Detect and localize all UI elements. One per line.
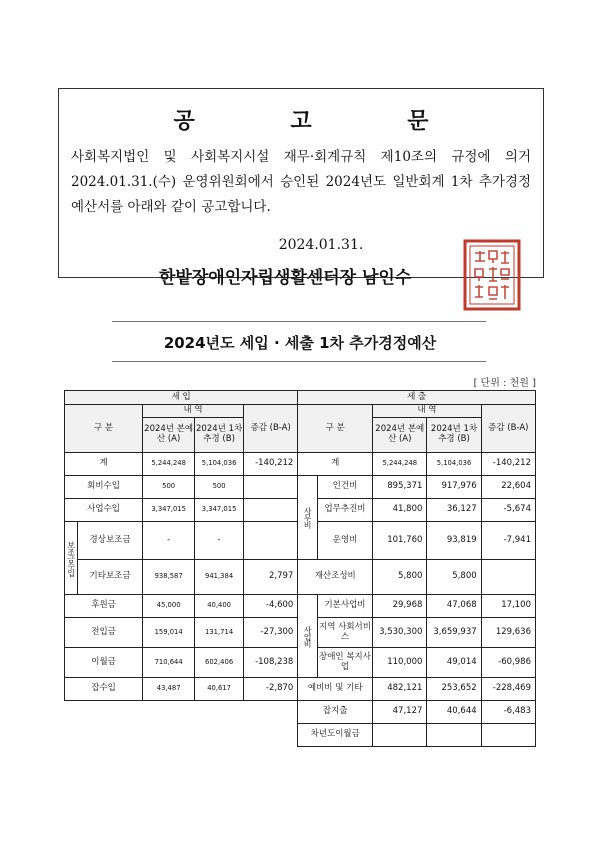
expense-header: 세 출 (298, 391, 536, 405)
expense-personnel-b: 917,976 (427, 476, 481, 499)
budget-title: 2024년도 세입 · 세출 1차 추가경정예산 (163, 334, 437, 352)
expense-community-label: 지역 사회서비스 (317, 618, 372, 648)
expense-basic-project-label: 기본사업비 (317, 595, 372, 618)
expense-disability-a: 110,000 (373, 648, 427, 678)
revenue-business-a: 3,347,015 (143, 499, 195, 522)
revenue-carryover-a: 710,644 (143, 648, 195, 678)
revenue-subsidy-regular-label: 경상보조금 (78, 522, 143, 560)
expense-community-b: 3,659,937 (427, 618, 481, 648)
revenue-transfer-a: 159,014 (143, 618, 195, 648)
revenue-subsidy-group: 보조금수입 (65, 522, 78, 595)
revenue-business-label: 사업수입 (65, 499, 143, 522)
expense-basic-project-b: 47,068 (427, 595, 481, 618)
expense-reserve-diff: -228,469 (481, 678, 535, 701)
notice-signature: 한밭장애인자립생활센터장 남인수 (159, 268, 412, 288)
expense-nextcarry-a (373, 724, 427, 747)
revenue-transfer-b: 131,714 (195, 618, 244, 648)
revenue-misc-label: 잡수입 (65, 678, 143, 701)
expense-misc-label: 잡지출 (298, 701, 373, 724)
revenue-donation-label: 후원금 (65, 595, 143, 618)
expense-property-label: 재산조성비 (298, 560, 373, 595)
revenue-total-diff: -140,212 (244, 453, 298, 476)
notice-body: 사회복지법인 및 사회복지시설 재무·회계규칙 제10조의 규정에 의거 2024.01.31.(수) 운영위원회에서 승인된 2024년도 일반회계 1차 추가경정 예산서를 아래와 같이 공고합니다. (71, 149, 531, 215)
expense-property-a: 5,800 (373, 560, 427, 595)
revenue-total-b: 5,104,036 (195, 453, 244, 476)
revenue-transfer-label: 전입금 (65, 618, 143, 648)
revenue-subsidy-other-a: 938,587 (143, 560, 195, 595)
official-seal (463, 239, 521, 311)
expense-operations-a: 101,760 (373, 522, 427, 560)
revenue-business-diff (244, 499, 298, 522)
revenue-col-supp: 2024년 1차 추경 (B) (195, 418, 244, 453)
revenue-carryover-diff: -108,238 (244, 648, 298, 678)
expense-personnel-a: 895,371 (373, 476, 427, 499)
expense-misc-diff: -6,483 (481, 701, 535, 724)
expense-col-diff: 증감 (B-A) (481, 405, 535, 453)
expense-promo-a: 41,800 (373, 499, 427, 522)
expense-total-label: 계 (298, 453, 373, 476)
revenue-business-b: 3,347,015 (195, 499, 244, 522)
notice-title: 공 고 문 (173, 109, 473, 134)
expense-reserve-a: 482,121 (373, 678, 427, 701)
expense-reserve-label: 예비비 및 기타 (298, 678, 373, 701)
notice-box (58, 88, 544, 288)
revenue-donation-a: 45,000 (143, 595, 195, 618)
expense-nextcarry-diff (481, 724, 535, 747)
expense-total-a: 5,244,248 (373, 453, 427, 476)
expense-community-a: 3,530,300 (373, 618, 427, 648)
expense-property-diff (481, 560, 535, 595)
expense-disability-label: 장애인 복지사업 (317, 648, 372, 678)
expense-property-b: 5,800 (427, 560, 481, 595)
revenue-misc-a: 43,487 (143, 678, 195, 701)
revenue-membership-diff (244, 476, 298, 499)
expense-project-group: 사업비 (298, 595, 318, 678)
expense-disability-b: 49,014 (427, 648, 481, 678)
revenue-subsidy-regular-b: - (195, 522, 244, 560)
revenue-donation-b: 40,400 (195, 595, 244, 618)
revenue-blank-area (65, 701, 298, 747)
revenue-header: 세 입 (65, 391, 298, 405)
expense-operations-label: 운영비 (317, 522, 372, 560)
expense-col-category: 구 분 (298, 405, 373, 453)
expense-total-diff: -140,212 (481, 453, 535, 476)
revenue-subsidy-other-diff: 2,797 (244, 560, 298, 595)
expense-misc-a: 47,127 (373, 701, 427, 724)
revenue-total-label: 계 (65, 453, 143, 476)
revenue-subsidy-other-b: 941,384 (195, 560, 244, 595)
expense-basic-project-a: 29,968 (373, 595, 427, 618)
revenue-membership-b: 500 (195, 476, 244, 499)
expense-total-b: 5,104,036 (427, 453, 481, 476)
revenue-donation-diff: -4,600 (244, 595, 298, 618)
revenue-subsidy-regular-a: - (143, 522, 195, 560)
expense-promo-diff: -5,674 (481, 499, 535, 522)
expense-operations-b: 93,819 (427, 522, 481, 560)
expense-nextcarry-b (427, 724, 481, 747)
revenue-carryover-label: 이월금 (65, 648, 143, 678)
expense-promo-label: 업무추진비 (317, 499, 372, 522)
expense-personnel-diff: 22,604 (481, 476, 535, 499)
revenue-subsidy-regular-diff (244, 522, 298, 560)
revenue-col-category: 구 분 (65, 405, 143, 453)
revenue-col-orig: 2024년 본예산 (A) (143, 418, 195, 453)
expense-basic-project-diff: 17,100 (481, 595, 535, 618)
expense-promo-b: 36,127 (427, 499, 481, 522)
expense-col-supp: 2024년 1차 추경 (B) (427, 418, 481, 453)
title-rule-bottom (112, 361, 486, 362)
expense-nextcarry-label: 차년도이월금 (298, 724, 373, 747)
expense-reserve-b: 253,652 (427, 678, 481, 701)
revenue-membership-a: 500 (143, 476, 195, 499)
unit-label: [ 단위 : 천원 ] (473, 378, 536, 389)
budget-table (64, 390, 536, 747)
revenue-col-detail: 내 역 (143, 405, 244, 418)
expense-col-detail: 내 역 (373, 405, 482, 418)
revenue-misc-diff: -2,870 (244, 678, 298, 701)
revenue-misc-b: 40,617 (195, 678, 244, 701)
expense-col-orig: 2024년 본예산 (A) (373, 418, 427, 453)
expense-misc-b: 40,644 (427, 701, 481, 724)
title-rule-top (112, 321, 486, 322)
revenue-col-diff: 증감 (B-A) (244, 405, 298, 453)
expense-personnel-label: 인건비 (317, 476, 372, 499)
revenue-transfer-diff: -27,300 (244, 618, 298, 648)
revenue-total-a: 5,244,248 (143, 453, 195, 476)
notice-date: 2024.01.31. (278, 237, 364, 253)
expense-office-group: 사무비 (298, 476, 318, 560)
expense-disability-diff: -60,986 (481, 648, 535, 678)
revenue-carryover-b: 602,406 (195, 648, 244, 678)
revenue-subsidy-other-label: 기타보조금 (78, 560, 143, 595)
expense-operations-diff: -7,941 (481, 522, 535, 560)
revenue-membership-label: 회비수입 (65, 476, 143, 499)
expense-community-diff: 129,636 (481, 618, 535, 648)
